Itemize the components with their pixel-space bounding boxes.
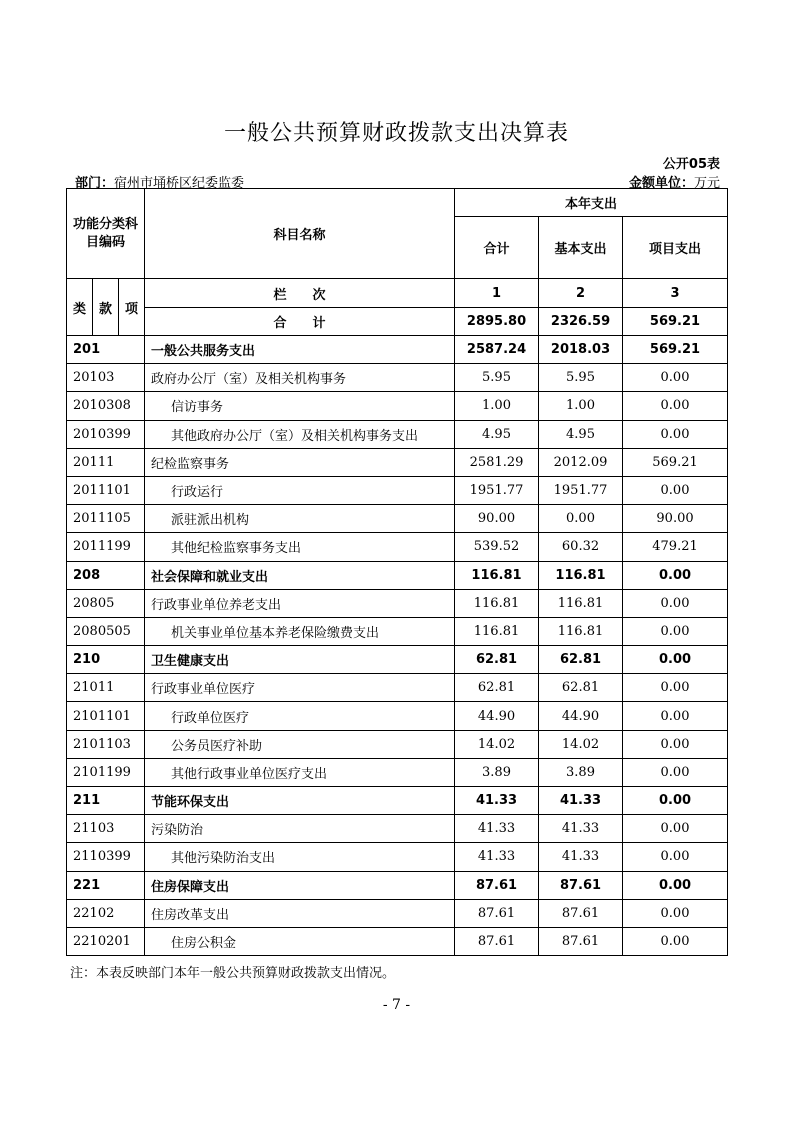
row-total: 14.02 [455, 730, 539, 758]
row-code: 2011199 [67, 533, 145, 561]
row-code: 208 [67, 561, 145, 589]
row-subject-name: 住房改革支出 [145, 899, 455, 927]
row-code: 211 [67, 787, 145, 815]
row-total: 1951.77 [455, 476, 539, 504]
row-total: 2587.24 [455, 336, 539, 364]
unit-value: 万元 [693, 176, 720, 191]
row-total: 116.81 [455, 589, 539, 617]
row-basic: 87.61 [539, 899, 623, 927]
table-row [67, 617, 728, 645]
table-row [67, 899, 728, 927]
row-basic: 87.61 [539, 927, 623, 955]
row-project: 0.00 [623, 561, 728, 589]
row-basic: 41.33 [539, 843, 623, 871]
row-total: 5.95 [455, 364, 539, 392]
col1-index: 1 [455, 279, 539, 308]
row-project: 0.00 [623, 476, 728, 504]
row-project: 90.00 [623, 505, 728, 533]
row-total: 41.33 [455, 787, 539, 815]
row-subject-name: 其他行政事业单位医疗支出 [145, 758, 455, 786]
row-subject-name: 其他纪检监察事务支出 [145, 533, 455, 561]
expenditure-table [66, 188, 728, 956]
table-row [67, 476, 728, 504]
row-project: 0.00 [623, 815, 728, 843]
project-header: 项目支出 [623, 217, 728, 279]
row-subject-name: 行政单位医疗 [145, 702, 455, 730]
row-code: 20805 [67, 589, 145, 617]
row-project: 0.00 [623, 899, 728, 927]
row-basic: 14.02 [539, 730, 623, 758]
row-code: 21103 [67, 815, 145, 843]
row-code: 2101101 [67, 702, 145, 730]
row-total: 41.33 [455, 815, 539, 843]
row-basic: 1951.77 [539, 476, 623, 504]
row-code: 20111 [67, 448, 145, 476]
table-row [67, 336, 728, 364]
table-row [67, 702, 728, 730]
row-project: 0.00 [623, 674, 728, 702]
row-subject-name: 行政事业单位医疗 [145, 674, 455, 702]
grand-total-label: 合 计 [145, 308, 455, 336]
table-row [67, 758, 728, 786]
col3-index: 3 [623, 279, 728, 308]
row-total: 44.90 [455, 702, 539, 730]
row-basic: 0.00 [539, 505, 623, 533]
row-total: 87.61 [455, 871, 539, 899]
table-row [67, 589, 728, 617]
row-code: 2010399 [67, 420, 145, 448]
row-project: 0.00 [623, 927, 728, 955]
row-code: 20103 [67, 364, 145, 392]
row-basic: 62.81 [539, 646, 623, 674]
row-basic: 2012.09 [539, 448, 623, 476]
row-subject-name: 派驻派出机构 [145, 505, 455, 533]
row-code: 21011 [67, 674, 145, 702]
row-basic: 116.81 [539, 589, 623, 617]
table-row [67, 843, 728, 871]
row-basic: 41.33 [539, 787, 623, 815]
row-code: 2011105 [67, 505, 145, 533]
lei-header: 类 [67, 279, 93, 336]
row-code: 210 [67, 646, 145, 674]
row-total: 1.00 [455, 392, 539, 420]
table-row [67, 871, 728, 899]
subject-name-header: 科目名称 [145, 189, 455, 279]
row-total: 87.61 [455, 899, 539, 927]
grand-total-value: 2895.80 [455, 308, 539, 336]
col2-index: 2 [539, 279, 623, 308]
row-project: 0.00 [623, 617, 728, 645]
row-subject-name: 社会保障和就业支出 [145, 561, 455, 589]
row-code: 201 [67, 336, 145, 364]
table-row [67, 730, 728, 758]
row-subject-name: 机关事业单位基本养老保险缴费支出 [145, 617, 455, 645]
row-project: 0.00 [623, 646, 728, 674]
row-code: 2010308 [67, 392, 145, 420]
table-row [67, 448, 728, 476]
row-subject-name: 行政事业单位养老支出 [145, 589, 455, 617]
department-label: 部门： [75, 176, 115, 191]
row-basic: 2018.03 [539, 336, 623, 364]
row-project: 0.00 [623, 364, 728, 392]
table-row [67, 505, 728, 533]
table-row [67, 420, 728, 448]
unit-label: 金额单位： [628, 176, 694, 191]
page-title: 一般公共预算财政拨款支出决算表 [223, 121, 569, 146]
row-basic: 44.90 [539, 702, 623, 730]
row-project: 0.00 [623, 843, 728, 871]
row-project: 0.00 [623, 589, 728, 617]
row-total: 116.81 [455, 617, 539, 645]
table-body [67, 336, 728, 956]
row-project: 0.00 [623, 702, 728, 730]
table-row [67, 927, 728, 955]
row-code: 221 [67, 871, 145, 899]
row-subject-name: 行政运行 [145, 476, 455, 504]
row-project: 0.00 [623, 871, 728, 899]
row-total: 116.81 [455, 561, 539, 589]
table-row [67, 646, 728, 674]
table-row [67, 364, 728, 392]
row-code: 2101103 [67, 730, 145, 758]
row-total: 62.81 [455, 646, 539, 674]
lanci-label: 栏 次 [145, 279, 455, 308]
row-project: 479.21 [623, 533, 728, 561]
row-basic: 87.61 [539, 871, 623, 899]
row-project: 0.00 [623, 787, 728, 815]
row-total: 3.89 [455, 758, 539, 786]
row-basic: 5.95 [539, 364, 623, 392]
row-basic: 62.81 [539, 674, 623, 702]
row-code: 2011101 [67, 476, 145, 504]
row-subject-name: 纪检监察事务 [145, 448, 455, 476]
row-subject-name: 公务员医疗补助 [145, 730, 455, 758]
row-project: 0.00 [623, 758, 728, 786]
row-project: 0.00 [623, 392, 728, 420]
basic-header: 基本支出 [539, 217, 623, 279]
row-total: 539.52 [455, 533, 539, 561]
table-note: 注：本表反映部门本年一般公共预算财政拨款支出情况。 [70, 966, 396, 981]
row-subject-name: 住房保障支出 [145, 871, 455, 899]
row-subject-name: 污染防治 [145, 815, 455, 843]
row-code: 2080505 [67, 617, 145, 645]
grand-project-value: 569.21 [623, 308, 728, 336]
kuan-header: 款 [93, 279, 119, 336]
row-subject-name: 其他污染防治支出 [145, 843, 455, 871]
department-value: 宿州市埇桥区纪委监委 [114, 176, 245, 191]
row-basic: 116.81 [539, 561, 623, 589]
row-basic: 4.95 [539, 420, 623, 448]
table-row [67, 787, 728, 815]
table-row [67, 533, 728, 561]
total-header: 合计 [455, 217, 539, 279]
func-code-header: 功能分类科目编码 [67, 189, 145, 279]
row-subject-name: 住房公积金 [145, 927, 455, 955]
row-total: 87.61 [455, 927, 539, 955]
row-code: 2101199 [67, 758, 145, 786]
row-total: 41.33 [455, 843, 539, 871]
table-row [67, 674, 728, 702]
row-subject-name: 一般公共服务支出 [145, 336, 455, 364]
row-total: 2581.29 [455, 448, 539, 476]
form-number: 公开05表 [662, 157, 720, 172]
row-code: 22102 [67, 899, 145, 927]
current-year-header: 本年支出 [455, 189, 728, 217]
row-project: 569.21 [623, 336, 728, 364]
page-number: - 7 - [382, 997, 411, 1013]
table-row [67, 561, 728, 589]
table-row [67, 392, 728, 420]
row-code: 2110399 [67, 843, 145, 871]
row-project: 0.00 [623, 730, 728, 758]
row-project: 569.21 [623, 448, 728, 476]
xiang-header: 项 [119, 279, 145, 336]
row-subject-name: 节能环保支出 [145, 787, 455, 815]
grand-basic-value: 2326.59 [539, 308, 623, 336]
row-subject-name: 其他政府办公厅（室）及相关机构事务支出 [145, 420, 455, 448]
row-basic: 3.89 [539, 758, 623, 786]
row-subject-name: 卫生健康支出 [145, 646, 455, 674]
table-row [67, 815, 728, 843]
row-basic: 1.00 [539, 392, 623, 420]
row-basic: 41.33 [539, 815, 623, 843]
row-code: 2210201 [67, 927, 145, 955]
row-total: 4.95 [455, 420, 539, 448]
row-total: 90.00 [455, 505, 539, 533]
row-basic: 60.32 [539, 533, 623, 561]
row-project: 0.00 [623, 420, 728, 448]
row-subject-name: 信访事务 [145, 392, 455, 420]
row-subject-name: 政府办公厅（室）及相关机构事务 [145, 364, 455, 392]
row-basic: 116.81 [539, 617, 623, 645]
row-total: 62.81 [455, 674, 539, 702]
